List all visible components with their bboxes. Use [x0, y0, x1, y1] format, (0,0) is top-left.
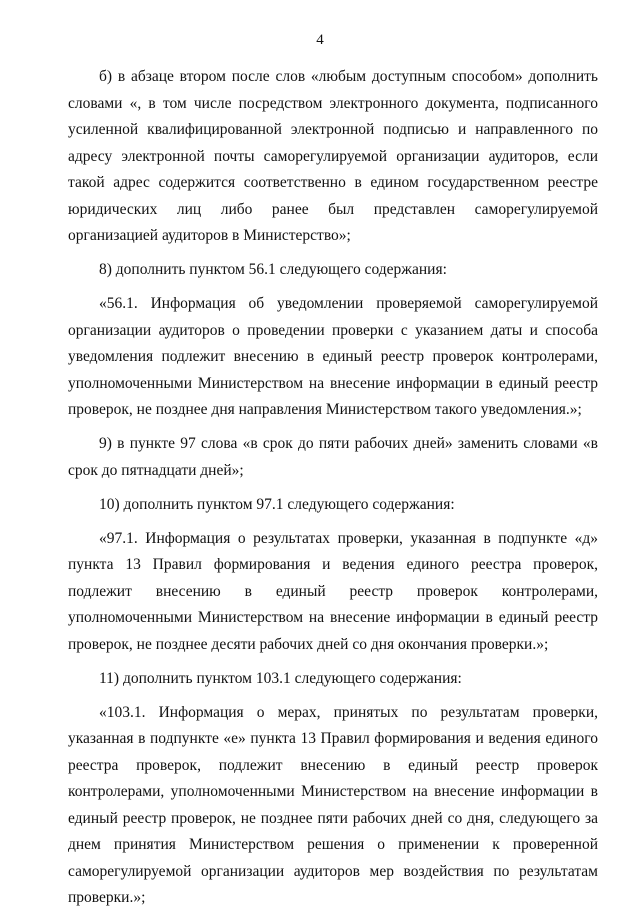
page-number: 4 [316, 32, 324, 48]
paragraph-clause-56-1: «56.1. Информация об уведомлении проверяемой саморегулируемой организации аудиторов о проведении проверки с указанием даты и способа уведомления подлежит внесению в единый реестр проверок контролерами, уполномоченными Министерством на внесение информации в единый реестр проверок, не позднее дня направления Министерством такого уведомления.»; [68, 295, 598, 418]
paragraph-clause-97-1: «97.1. Информация о результатах проверки, указанная в подпункте «д» пункта 13 Правил формирования и ведения единого реестра проверок, подлежит внесению в единый реестр проверок контролерами, уполномоченными Министерством на внесение информации в единый реестр проверок, не позднее десяти рабочих дней со дня окончания проверки.»; [68, 529, 598, 653]
paragraph-item-11: 11) дополнить пунктом 103.1 следующего содержания: [99, 669, 462, 687]
paragraph-clause-103-1: «103.1. Информация о мерах, принятых по результатам проверки, указанная в подпункте «е» пункта 13 Правил формирования и ведения единого реестра проверок, подлежит внесению в единый реестр проверок контролерами, уполномоченными Министерством на внесение информации в единый реестр проверок, не позднее пяти рабочих дней со дня, следующего за днем принятия Министерством решения о применении к проверенной саморегулируемой организации аудиторов мер воздействия по результатам проверки.»; [68, 703, 598, 906]
document-body [68, 64, 598, 912]
paragraph-amendment-b: б) в абзаце втором после слов «любым доступным способом» дополнить словами «, в том числе посредством электронного документа, подписанного усиленной квалифицированной электронной подписью и направленного по адресу электронной почты саморегулируемой организации аудиторов, если такой адрес содержится соответственно в едином государственном реестре юридических лиц либо ранее был представлен саморегулируемой организацией аудиторов в Министерство»; [68, 68, 598, 244]
paragraph-item-8: 8) дополнить пунктом 56.1 следующего содержания: [99, 261, 447, 278]
paragraph-item-9: 9) в пункте 97 слова «в срок до пяти рабочих дней» заменить словами «в срок до пятнадцати дней»; [68, 435, 598, 479]
paragraph-item-10: 10) дополнить пунктом 97.1 следующего содержания: [99, 495, 455, 513]
